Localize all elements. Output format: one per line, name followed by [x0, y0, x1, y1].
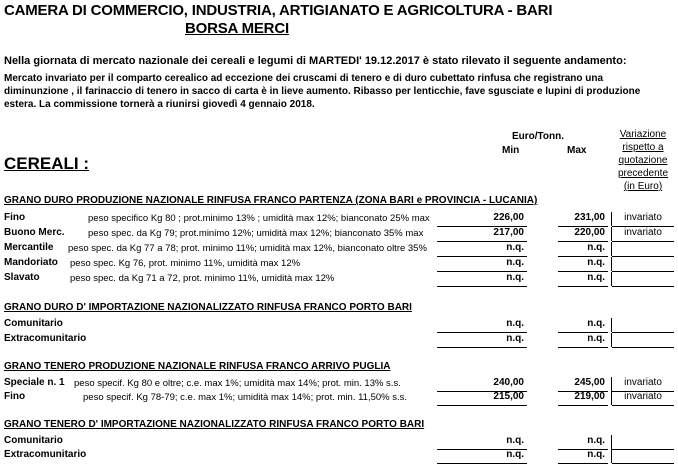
row-name: Extracomunitario	[4, 333, 87, 344]
max-cell	[558, 272, 608, 287]
variation-cell	[612, 377, 674, 392]
max-cell	[558, 435, 608, 450]
unit-header: Euro/Tonn.	[512, 131, 565, 142]
variation-cell	[612, 272, 674, 287]
table-row	[0, 212, 678, 226]
row-description: peso specifico Kg 80 ; prot.minimo 13% ; umidità max 12%; bianconato 25% max	[88, 213, 430, 224]
variation-cell	[612, 333, 674, 348]
variation-cell	[612, 435, 674, 450]
min-cell	[437, 227, 527, 242]
intro-text: Nella giornata di mercato nazionale dei cereali e legumi di MARTEDI' 19.12.2017 è stato rilevato il seguente andamento:	[4, 55, 627, 67]
variation-cell	[612, 227, 674, 242]
min-value: n.q.	[506, 318, 524, 329]
min-cell	[437, 257, 527, 272]
variation-header-line: precedente	[617, 168, 669, 179]
row-name: Buono Merc.	[4, 227, 65, 238]
variation-cell	[612, 257, 674, 272]
table-row	[0, 449, 678, 463]
max-cell	[558, 333, 608, 348]
min-cell	[437, 377, 527, 392]
row-name: Extracomunitario	[4, 449, 87, 460]
table-row	[0, 435, 678, 449]
cereali-heading: CEREALI :	[4, 154, 89, 173]
max-value: n.q.	[587, 449, 605, 460]
variation-cell	[612, 391, 674, 406]
variation-value: invariato	[624, 377, 662, 388]
min-header: Min	[502, 145, 520, 156]
section-title: GRANO DURO PRODUZIONE NAZIONALE RINFUSA FRANCO PARTENZA (ZONA BARI e PROVINCIA - LUCANIA)	[4, 195, 538, 206]
summary-line-1: Mercato invariato per il comparto cerealico ad eccezione dei cruscami di tenero e di duro cubettato rinfusa che registrano una	[4, 73, 604, 84]
variation-cell	[612, 212, 674, 227]
min-cell	[437, 272, 527, 287]
min-value: n.q.	[506, 333, 524, 344]
max-header: Max	[567, 145, 587, 156]
variation-header-line: rispetto a	[622, 142, 664, 153]
section-title: GRANO TENERO D' IMPORTAZIONE NAZIONALIZZATO RINFUSA FRANCO PORTO BARI	[4, 419, 425, 430]
table-row	[0, 242, 678, 256]
row-description: peso spec. Kg 76, prot. minimo 11%, umidità max 12%	[70, 258, 301, 269]
variation-value: invariato	[624, 212, 662, 223]
row-name: Mandoriato	[4, 257, 58, 268]
min-value: 215,00	[493, 391, 524, 402]
min-value: 226,00	[493, 212, 524, 223]
table-row	[0, 257, 678, 271]
variation-header-line: (in Euro)	[623, 181, 663, 192]
row-name: Mercantile	[4, 242, 54, 253]
max-cell	[558, 391, 608, 406]
max-value: n.q.	[587, 257, 605, 268]
min-cell	[437, 333, 527, 348]
min-cell	[437, 318, 527, 333]
row-description: peso spec. da Kg 77 a 78; prot. minimo 11%; umidità max 12%, bianconato oltre 35%	[68, 243, 427, 254]
min-cell	[437, 391, 527, 406]
variation-cell	[612, 318, 674, 333]
row-description: peso specif. Kg 78-79; c.e. max 1%; umidità max 14%; prot. min. 11,50% s.s.	[83, 392, 408, 403]
max-value: 245,00	[574, 377, 605, 388]
min-cell	[437, 242, 527, 257]
variation-value: invariato	[624, 391, 662, 402]
section-title: GRANO TENERO PRODUZIONE NAZIONALE RINFUSA FRANCO ARRIVO PUGLIA	[4, 361, 391, 372]
max-value: 219,00	[574, 391, 605, 402]
row-description: peso specif. Kg 80 e oltre; c.e. max 1%; umidità max 14%; prot. min. 13% s.s.	[74, 378, 401, 389]
min-cell	[437, 212, 527, 227]
max-cell	[558, 212, 608, 227]
max-value: 231,00	[574, 212, 605, 223]
document-subtitle: BORSA MERCI	[185, 20, 289, 37]
table-row	[0, 377, 678, 391]
row-name: Slavato	[4, 272, 40, 283]
max-value: 220,00	[574, 227, 605, 238]
document-title: CAMERA DI COMMERCIO, INDUSTRIA, ARTIGIANATO E AGRICOLTURA - BARI	[4, 2, 553, 19]
summary-line-2: diminunzione , il farinaccio di tenero in sacco di carta è in lieve aumento. Ribasso per lenticchie, fave sgusciate e lupini di produzione	[4, 86, 641, 97]
summary-line-3: estera. La commissione tornerà a riunirsi giovedì 4 gennaio 2018.	[4, 99, 315, 110]
min-value: 217,00	[493, 227, 524, 238]
max-value: n.q.	[587, 272, 605, 283]
row-description: peso spec. da Kg 71 a 72, prot. minimo 11%, umidità max 12%	[70, 273, 335, 284]
variation-header-line: Variazione	[619, 129, 667, 140]
table-row	[0, 227, 678, 241]
variation-header	[612, 128, 674, 193]
max-cell	[558, 227, 608, 242]
min-value: 240,00	[493, 377, 524, 388]
table-row	[0, 333, 678, 347]
min-value: n.q.	[506, 242, 524, 253]
min-value: n.q.	[506, 272, 524, 283]
table-row	[0, 272, 678, 286]
max-value: n.q.	[587, 318, 605, 329]
min-cell	[437, 435, 527, 450]
table-row	[0, 391, 678, 405]
max-value: n.q.	[587, 242, 605, 253]
row-name: Speciale n. 1	[4, 377, 65, 388]
max-cell	[558, 377, 608, 392]
variation-header-line: quotazione	[618, 155, 668, 166]
min-value: n.q.	[506, 449, 524, 460]
max-cell	[558, 242, 608, 257]
row-name: Fino	[4, 391, 26, 402]
max-value: n.q.	[587, 333, 605, 344]
variation-cell	[612, 242, 674, 257]
max-value: n.q.	[587, 435, 605, 446]
max-cell	[558, 318, 608, 333]
variation-value: invariato	[624, 227, 662, 238]
row-description: peso spec. da Kg 79; prot.minimo 12%; umidità max 12%; bianconato 35% max	[88, 228, 424, 239]
section-title: GRANO DURO D' IMPORTAZIONE NAZIONALIZZATO RINFUSA FRANCO PORTO BARI	[4, 302, 412, 313]
min-value: n.q.	[506, 435, 524, 446]
row-name: Comunitario	[4, 318, 63, 329]
max-cell	[558, 257, 608, 272]
row-name: Comunitario	[4, 435, 63, 446]
row-name: Fino	[4, 212, 26, 223]
table-row	[0, 318, 678, 332]
min-value: n.q.	[506, 257, 524, 268]
